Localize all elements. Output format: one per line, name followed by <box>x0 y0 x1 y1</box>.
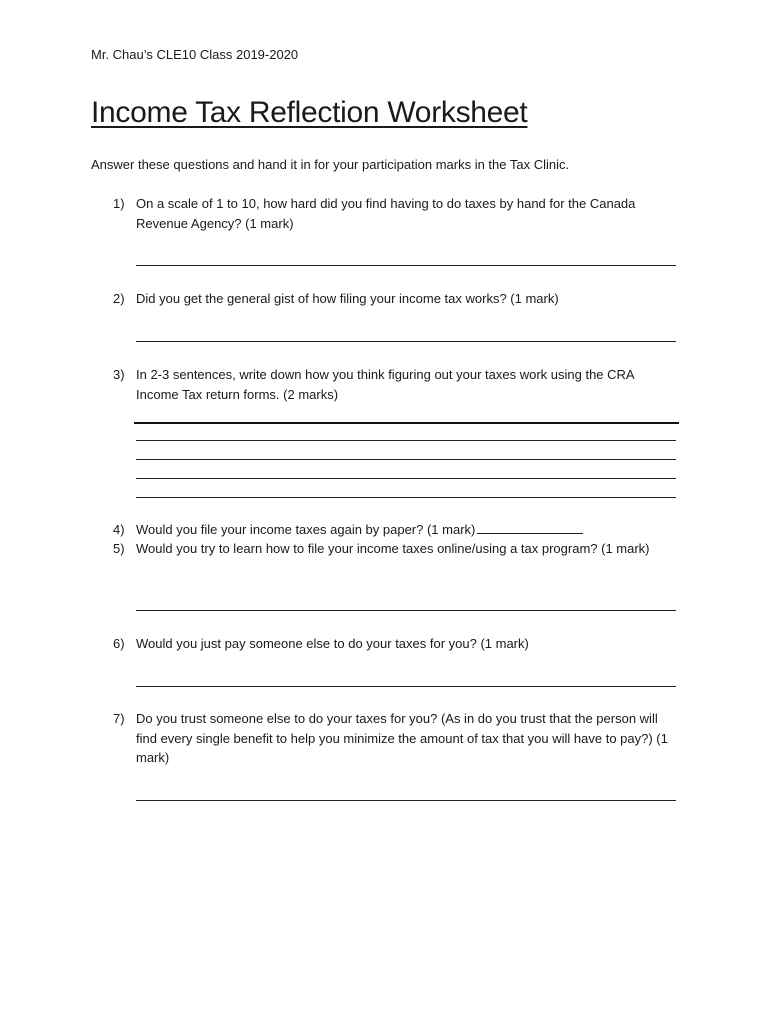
question-number: 3) <box>113 367 125 382</box>
question-number: 5) <box>113 541 125 556</box>
question-text: On a scale of 1 to 10, how hard did you find having to do taxes by hand for the Canada Revenue Agency? (1 mark) <box>136 196 636 231</box>
page-title: Income Tax Reflection Worksheet <box>91 96 528 129</box>
question-number: 4) <box>113 522 125 537</box>
question-number: 1) <box>113 196 125 211</box>
question-number: 2) <box>113 291 125 306</box>
question-text: Would you try to learn how to file your income taxes online/using a tax program? (1 mark) <box>136 541 650 556</box>
answer-line-3d[interactable] <box>136 478 676 479</box>
answer-line-3c[interactable] <box>136 459 676 460</box>
answer-line-2[interactable] <box>136 341 676 342</box>
answer-line-7[interactable] <box>136 800 676 801</box>
question-text: Do you trust someone else to do your taxes for you? (As in do you trust that the person will find every single benefit to help you minimize the amount of tax that you will have to pay?) (1 mark) <box>136 711 668 765</box>
question-number: 6) <box>113 636 125 651</box>
answer-line-5[interactable] <box>136 610 676 611</box>
answer-line-1[interactable] <box>136 265 676 266</box>
question-text: Would you file your income taxes again by paper? (1 mark) <box>136 522 476 537</box>
question-text: Would you just pay someone else to do your taxes for you? (1 mark) <box>136 636 529 651</box>
question-text: In 2-3 sentences, write down how you think figuring out your taxes work using the CRA Income Tax return forms. (2 marks) <box>136 367 634 402</box>
class-header: Mr. Chau’s CLE10 Class 2019-2020 <box>91 47 299 62</box>
answer-line-6[interactable] <box>136 686 676 687</box>
answer-blank-4[interactable] <box>477 521 583 534</box>
answer-line-3e[interactable] <box>136 497 676 498</box>
question-number: 7) <box>113 711 125 726</box>
answer-line-3b[interactable] <box>136 440 676 441</box>
question-text: Did you get the general gist of how filing your income tax works? (1 mark) <box>136 291 559 306</box>
answer-line-3a[interactable] <box>134 422 679 424</box>
instructions: Answer these questions and hand it in for your participation marks in the Tax Clinic. <box>91 157 570 172</box>
